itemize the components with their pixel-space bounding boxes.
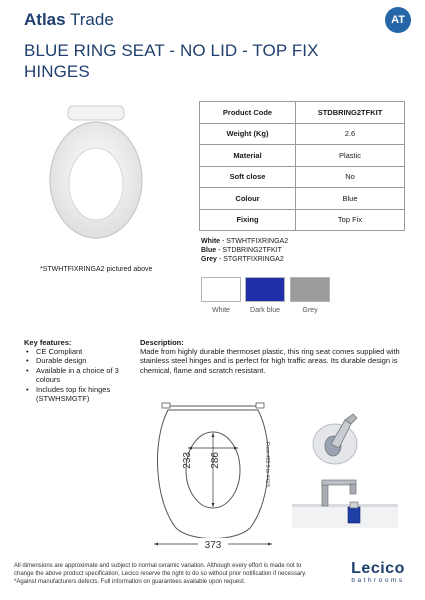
colour-code-line: White - STWHTFIXRINGA2	[201, 238, 289, 245]
spec-key: Weight (Kg)	[200, 123, 296, 145]
spec-row	[200, 145, 405, 167]
hinge-photo-bottom	[292, 476, 398, 528]
spec-value: Top Fix	[296, 209, 405, 231]
spec-row	[200, 188, 405, 210]
logo-sub: bathrooms	[351, 577, 405, 584]
spec-key: Fixing	[200, 209, 296, 231]
spec-value: No	[296, 166, 405, 188]
spec-value: 2.6	[296, 123, 405, 145]
side-dimension-label: From 422.5 to 442.5	[264, 442, 270, 488]
list-item: • Includes top fix hinges (STWHSMGTF)	[26, 385, 136, 404]
brand-wordmark	[24, 10, 114, 30]
logo-main: Lecico	[351, 560, 405, 577]
spec-table	[199, 101, 405, 231]
spec-row	[200, 123, 405, 145]
key-features-title: Key features:	[24, 338, 72, 347]
colour-code-line: Blue - STDBRING2TFKIT	[201, 247, 282, 254]
toilet-seat-image	[44, 104, 148, 242]
key-features-list	[26, 347, 136, 403]
list-item: • CE Compliant	[26, 347, 136, 356]
swatch-label: Grey	[302, 307, 318, 314]
spec-key: Product Code	[200, 102, 296, 124]
inner-width-label: 233	[182, 452, 193, 469]
spec-row	[200, 209, 405, 231]
spec-key: Colour	[200, 188, 296, 210]
list-item: • Durable design	[26, 356, 136, 365]
brand-name-light: Trade	[70, 10, 114, 29]
spec-row	[200, 166, 405, 188]
description-text: Made from highly durable thermoset plastic, this ring seat comes supplied with stainless steel hinges and is perfect for high traffic areas. Its durable design is chemical, flame and scratch resistant.	[140, 347, 400, 375]
swatch-label: Dark blue	[250, 307, 280, 314]
list-item: • Available in a choice of 3 colours	[26, 366, 136, 385]
page-title: BLUE RING SEAT - NO LID - TOP FIX HINGES	[24, 41, 319, 81]
spec-row	[200, 102, 405, 124]
spec-key: Soft close	[200, 166, 296, 188]
lecico-logo	[340, 560, 416, 584]
brand-badge: AT	[385, 7, 411, 33]
spec-value: Plastic	[296, 145, 405, 167]
swatch-grey	[290, 277, 330, 302]
inner-height-label: 286	[210, 452, 221, 469]
brand-name-bold: Atlas	[24, 10, 66, 29]
side-dimension	[258, 440, 270, 520]
swatch-label: White	[212, 307, 230, 314]
swatch-white	[201, 277, 241, 302]
colour-codes	[201, 237, 288, 264]
colour-code-line: Grey - STGRTFIXRINGA2	[201, 256, 284, 263]
footer-disclaimer: All dimensions are approximate and subject to normal ceramic variation. Although every effort is made not to change the above product specification, Lecico reserve the right to do so without prior notification if necessary. *Against manufacturers defects. Full information on guarantees available upon request.	[14, 563, 307, 585]
swatch-dark-blue	[245, 277, 285, 302]
pictured-note: *STWHTFIXRINGA2 pictured above	[40, 266, 153, 273]
width-label: 373	[204, 540, 222, 551]
hinge-photo-top	[303, 406, 367, 468]
description-title: Description:	[140, 338, 184, 347]
spec-key: Material	[200, 145, 296, 167]
spec-value: STDBRING2TFKIT	[296, 102, 405, 124]
spec-value: Blue	[296, 188, 405, 210]
